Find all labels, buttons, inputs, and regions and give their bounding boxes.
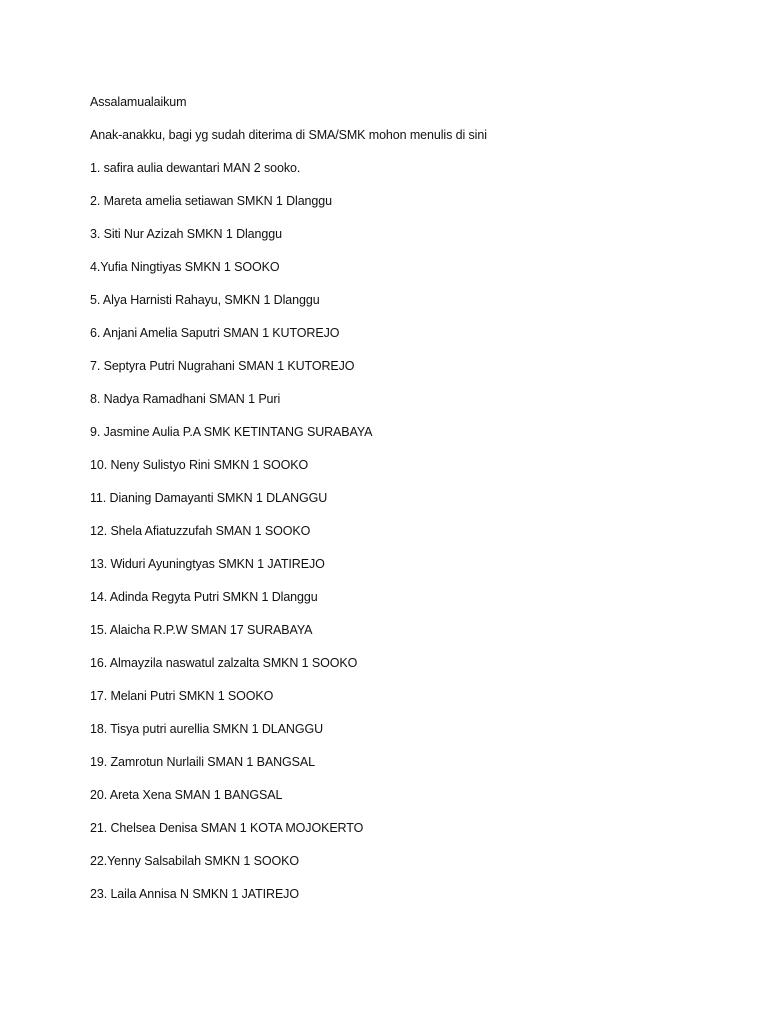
list-item: 11. Dianing Damayanti SMKN 1 DLANGGU <box>90 491 328 505</box>
document-body <box>90 92 710 917</box>
list-item: 19. Zamrotun Nurlaili SMAN 1 BANGSAL <box>90 755 315 769</box>
list-item: 2. Mareta amelia setiawan SMKN 1 Dlanggu <box>90 194 332 208</box>
list-item: 9. Jasmine Aulia P.A SMK KETINTANG SURABAYA <box>90 425 373 439</box>
list-item: 15. Alaicha R.P.W SMAN 17 SURABAYA <box>90 623 313 637</box>
list-item: 21. Chelsea Denisa SMAN 1 KOTA MOJOKERTO <box>90 821 364 835</box>
list-item: 5. Alya Harnisti Rahayu, SMKN 1 Dlanggu <box>90 293 320 307</box>
intro-line: Anak-anakku, bagi yg sudah diterima di SMA/SMK mohon menulis di sini <box>90 128 487 142</box>
list-item: 8. Nadya Ramadhani SMAN 1 Puri <box>90 392 281 406</box>
list-item: 20. Areta Xena SMAN 1 BANGSAL <box>90 788 283 802</box>
list-item: 16. Almayzila naswatul zalzalta SMKN 1 SOOKO <box>90 656 358 670</box>
list-item: 10. Neny Sulistyo Rini SMKN 1 SOOKO <box>90 458 309 472</box>
greeting-line: Assalamualaikum <box>90 95 187 109</box>
list-item: 3. Siti Nur Azizah SMKN 1 Dlanggu <box>90 227 282 241</box>
list-item: 6. Anjani Amelia Saputri SMAN 1 KUTOREJO <box>90 326 340 340</box>
list-item: 18. Tisya putri aurellia SMKN 1 DLANGGU <box>90 722 323 736</box>
list-item: 13. Widuri Ayuningtyas SMKN 1 JATIREJO <box>90 557 325 571</box>
list-item: 7. Septyra Putri Nugrahani SMAN 1 KUTOREJO <box>90 359 355 373</box>
list-item: 14. Adinda Regyta Putri SMKN 1 Dlanggu <box>90 590 318 604</box>
list-item: 22.Yenny Salsabilah SMKN 1 SOOKO <box>90 854 299 868</box>
list-item: 4.Yufia Ningtiyas SMKN 1 SOOKO <box>90 260 280 274</box>
list-item: 23. Laila Annisa N SMKN 1 JATIREJO <box>90 887 299 901</box>
list-item: 12. Shela Afiatuzzufah SMAN 1 SOOKO <box>90 524 311 538</box>
list-item: 1. safira aulia dewantari MAN 2 sooko. <box>90 161 301 175</box>
list-item: 17. Melani Putri SMKN 1 SOOKO <box>90 689 274 703</box>
